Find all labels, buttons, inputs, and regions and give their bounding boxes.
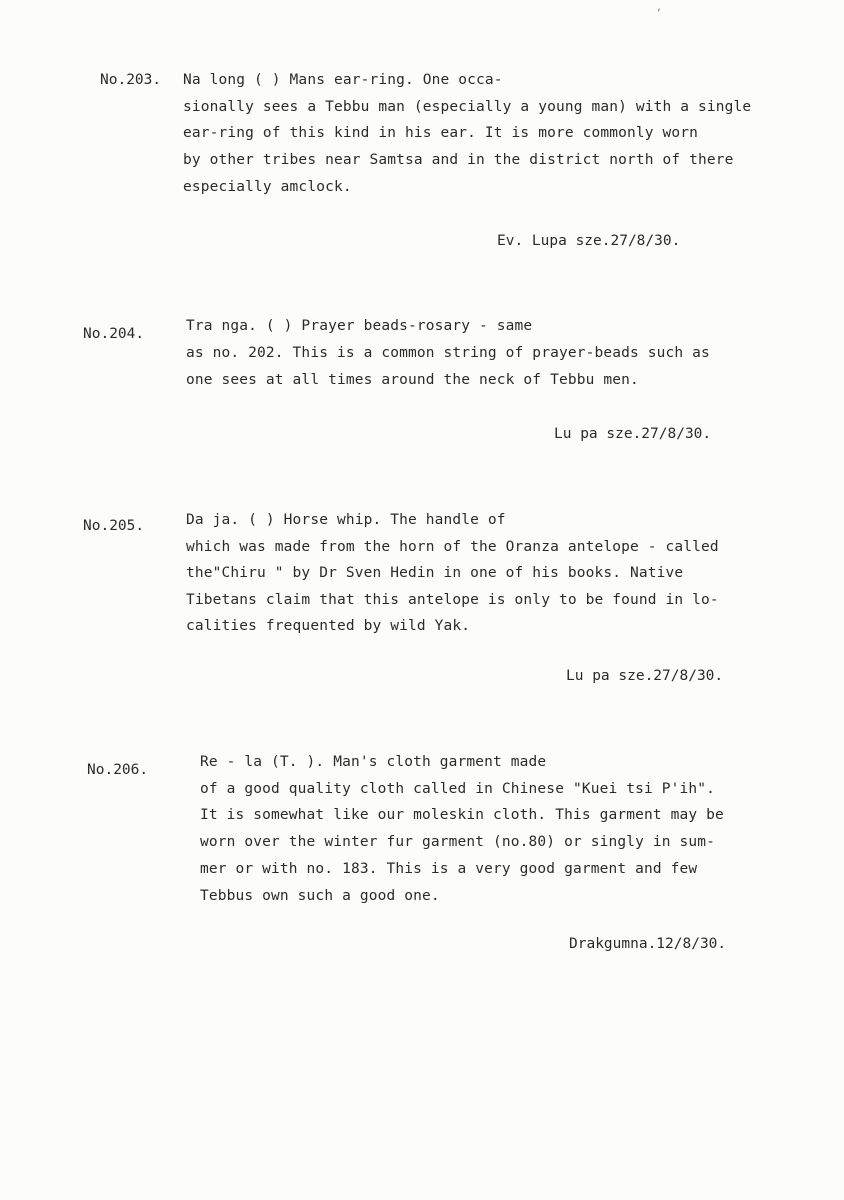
entry-line: especially amclock. — [183, 179, 352, 195]
entry-line: ear-ring of this kind in his ear. It is more commonly worn — [183, 125, 699, 141]
entry-line: Tibetans claim that this antelope is only to be found in lo- — [186, 592, 719, 608]
entry-number: No.205. — [83, 518, 145, 534]
entry-line: which was made from the horn of the Oranza antelope - called — [186, 539, 719, 555]
entry-number: No.206. — [87, 762, 149, 778]
entry-signature: Drakgumna.12/8/30. — [569, 936, 727, 952]
entry-line: Re - la (T. ). Man's cloth garment made — [200, 754, 547, 770]
entry-line: It is somewhat like our moleskin cloth. This garment may be — [200, 807, 724, 823]
entry-line: Tebbus own such a good one. — [200, 888, 440, 904]
page-mark: , — [656, 2, 663, 13]
entry-line: sionally sees a Tebbu man (especially a young man) with a single — [183, 99, 752, 115]
entry-number: No.203. — [100, 72, 162, 88]
entry-number: No.204. — [83, 326, 145, 342]
entry-line: Tra nga. ( ) Prayer beads-rosary - same — [186, 318, 533, 334]
entry-line: of a good quality cloth called in Chinese "Kuei tsi P'ih". — [200, 781, 716, 797]
entry-signature: Lu pa sze.27/8/30. — [566, 668, 724, 684]
entry-signature: Ev. Lupa sze.27/8/30. — [497, 233, 681, 249]
entry-line: Na long ( ) Mans ear-ring. One occa- — [183, 72, 503, 88]
entry-signature: Lu pa sze.27/8/30. — [554, 426, 712, 442]
entry-line: mer or with no. 183. This is a very good garment and few — [200, 861, 698, 877]
entry-line: by other tribes near Samtsa and in the district north of there — [183, 152, 734, 168]
entry-line: as no. 202. This is a common string of prayer-beads such as — [186, 345, 710, 361]
entry-line: calities frequented by wild Yak. — [186, 618, 471, 634]
entry-line: one sees at all times around the neck of Tebbu men. — [186, 372, 639, 388]
entry-line: the"Chiru " by Dr Sven Hedin in one of his books. Native — [186, 565, 684, 581]
entry-line: worn over the winter fur garment (no.80) or singly in sum- — [200, 834, 716, 850]
entry-line: Da ja. ( ) Horse whip. The handle of — [186, 512, 506, 528]
